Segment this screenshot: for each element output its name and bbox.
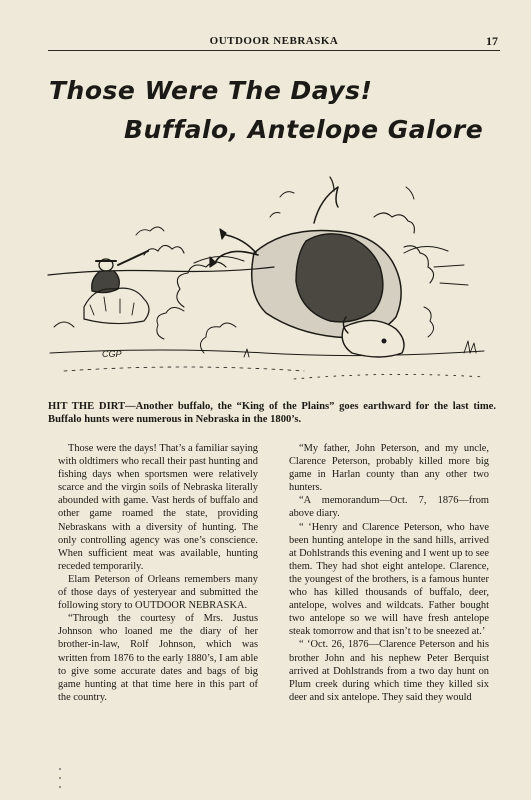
magazine-name: OUTDOOR NEBRASKA: [209, 35, 339, 47]
paragraph: “My father, John Peterson, and my uncle, Clarence Peterson, probably killed more big game in Harlan county than any other two hunters.: [289, 443, 489, 494]
paragraph: “ ‘Oct. 26, 1876—Clarence Peterson and his brother John and his nephew Peter Berquist arrived at Dohlstrands from a two day hunt on Plum creek during which time they killed six deer and six antelope. They said they would: [289, 639, 489, 703]
paragraph: “A memorandum—Oct. 7, 1876—from above diary.: [289, 495, 489, 520]
article-title-line-1: Those Were The Days!: [49, 76, 373, 105]
margin-marks: [58, 766, 62, 796]
article-title-line-2: Buffalo, Antelope Galore: [124, 115, 484, 144]
buffalo-hunt-illustration: [44, 157, 500, 389]
photo-caption: HIT THE DIRT—Another buffalo, the “King of the Plains” goes earthward for the last time. Buffalo hunts were numerous in Nebraska in the 1800’s.: [48, 401, 496, 425]
artist-signature: CGP: [102, 349, 122, 359]
page-number: 17: [486, 34, 498, 48]
article-column-right: [289, 442, 489, 704]
paragraph: Elam Peterson of Orleans remembers many of those days of yesteryear and submitted the following story to OUTDOOR NEBRASKA.: [58, 573, 258, 612]
article-column-left: [58, 442, 258, 704]
page-header: [48, 34, 500, 51]
paragraph: “Through the courtesy of Mrs. Justus Johnson who loaned me the diary of her brother-in-law, Rolf Johnson, which was written from 1876 to the early 1880’s, I am able to give some accurate dates and bags of big game hunting at that time here in this part of the country.: [58, 613, 258, 703]
paragraph: “ ‘Henry and Clarence Peterson, who have been hunting antelope in the sand hills, arrived at Dohlstrands this evening and I went up to see them. They had shot eight antelope. Clarence, the youngest of the brothers, is a famous hunter who has killed thousands of buffalo, deer, antelope, wolves and wildcats. Father bought two antelope so we will have fresh antelope steak tomorrow and that isn’t to be sneezed at.’: [289, 521, 489, 638]
paragraph: Those were the days! That’s a familiar saying with oldtimers who recall their past hunting and fishing days when sportsmen were relatively scarce and the virgin soils of Nebraska literally abounded with game. Vast herds of buffalo and other game roamed the state, providing Nebraskans with a diversity of hunting. The only controlling agency was one’s conscience. When sufficient meat was available, hunting receded temporarily.: [58, 443, 258, 572]
